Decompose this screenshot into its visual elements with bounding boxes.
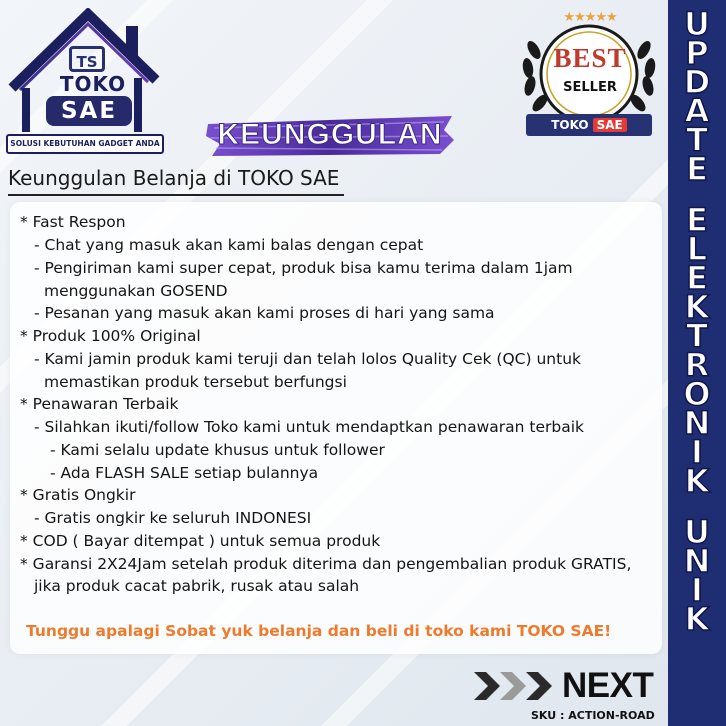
benefit-item-continuation: jika produk cacat pabrik, rusak atau salah (34, 577, 360, 595)
side-char: L (686, 230, 708, 268)
side-char: U (684, 513, 710, 551)
badge-ribbon (526, 114, 652, 136)
logo-monogram: TS (69, 46, 105, 72)
benefit-heading: * Fast Respon (20, 213, 126, 231)
side-char: K (684, 288, 710, 326)
benefit-item-continuation: memastikan produk tersebut berfungsi (44, 373, 347, 391)
logo-tagline: SOLUSI KEBUTUHAN GADGET ANDA (6, 134, 164, 154)
benefit-subitem: - Ada FLASH SALE setiap bulannya (50, 464, 319, 482)
benefit-subitem: - Kami selalu update khusus untuk follower (50, 441, 385, 459)
side-char: D (683, 63, 711, 101)
benefit-item-continuation: menggunakan GOSEND (44, 282, 228, 300)
side-char: E (686, 259, 708, 297)
banner-heading: KEUNGGULAN (217, 118, 443, 151)
side-char: K (684, 600, 710, 638)
toko-sae-logo (6, 8, 164, 158)
badge-seller-text: SELLER (563, 80, 617, 95)
side-char: I (691, 571, 703, 609)
benefit-item: - Kami jamin produk kami teruji dan telah lolos Quality Cek (QC) untuk (34, 350, 581, 368)
benefit-heading: * Produk 100% Original (20, 327, 201, 345)
logo-name-bottom: SAE (46, 96, 132, 126)
section-title: Keunggulan Belanja di TOKO SAE (8, 166, 340, 190)
keunggulan-banner (204, 110, 456, 160)
next-label: NEXT (562, 666, 654, 705)
triple-chevron-right-icon (472, 664, 560, 708)
side-char: E (686, 150, 708, 188)
benefit-heading: * Garansi 2X24Jam setelah produk diterima dan pengembalian produk GRATIS, (20, 555, 632, 573)
side-char: U (684, 5, 710, 43)
title-underline (8, 194, 344, 196)
star-rating-icon: ★★★★★ (563, 10, 617, 25)
next-indicator (472, 664, 662, 708)
badge-ribbon-sae: SAE (593, 118, 627, 132)
side-char: I (691, 433, 703, 471)
side-char: P (685, 34, 709, 72)
benefit-item: - Pengiriman kami super cepat, produk bisa kamu terima dalam 1jam (34, 259, 573, 277)
side-char: T (686, 121, 708, 159)
side-char: A (684, 92, 710, 130)
sku-text: SKU : ACTION-ROAD (531, 709, 655, 722)
side-char: N (683, 404, 711, 442)
benefit-item: - Gratis ongkir ke seluruh INDONESI (34, 509, 312, 527)
logo-name-top: TOKO (59, 72, 127, 96)
benefit-heading: * Penawaran Terbaik (20, 395, 179, 413)
side-char: R (684, 346, 710, 384)
side-char: N (683, 542, 711, 580)
call-to-action-text: Tunggu apalagi Sobat yuk belanja dan beli di toko kami TOKO SAE! (26, 622, 612, 640)
best-seller-badge (516, 10, 662, 140)
side-char: T (686, 317, 708, 355)
update-elektronik-unik-banner (668, 0, 726, 726)
benefit-item: - Silahkan ikuti/follow Toko kami untuk mendaptkan penawaran terbaik (34, 418, 585, 436)
side-char: E (686, 201, 708, 239)
badge-ribbon-toko: TOKO (551, 118, 589, 132)
badge-best-text: BEST (553, 43, 627, 73)
side-char: O (683, 375, 711, 413)
benefit-heading: * COD ( Bayar ditempat ) untuk semua produk (20, 532, 381, 550)
side-char: K (684, 462, 710, 500)
benefit-item: - Chat yang masuk akan kami balas dengan cepat (34, 236, 424, 254)
benefit-item: - Pesanan yang masuk akan kami proses di hari yang sama (34, 304, 495, 322)
benefit-heading: * Gratis Ongkir (20, 486, 136, 504)
